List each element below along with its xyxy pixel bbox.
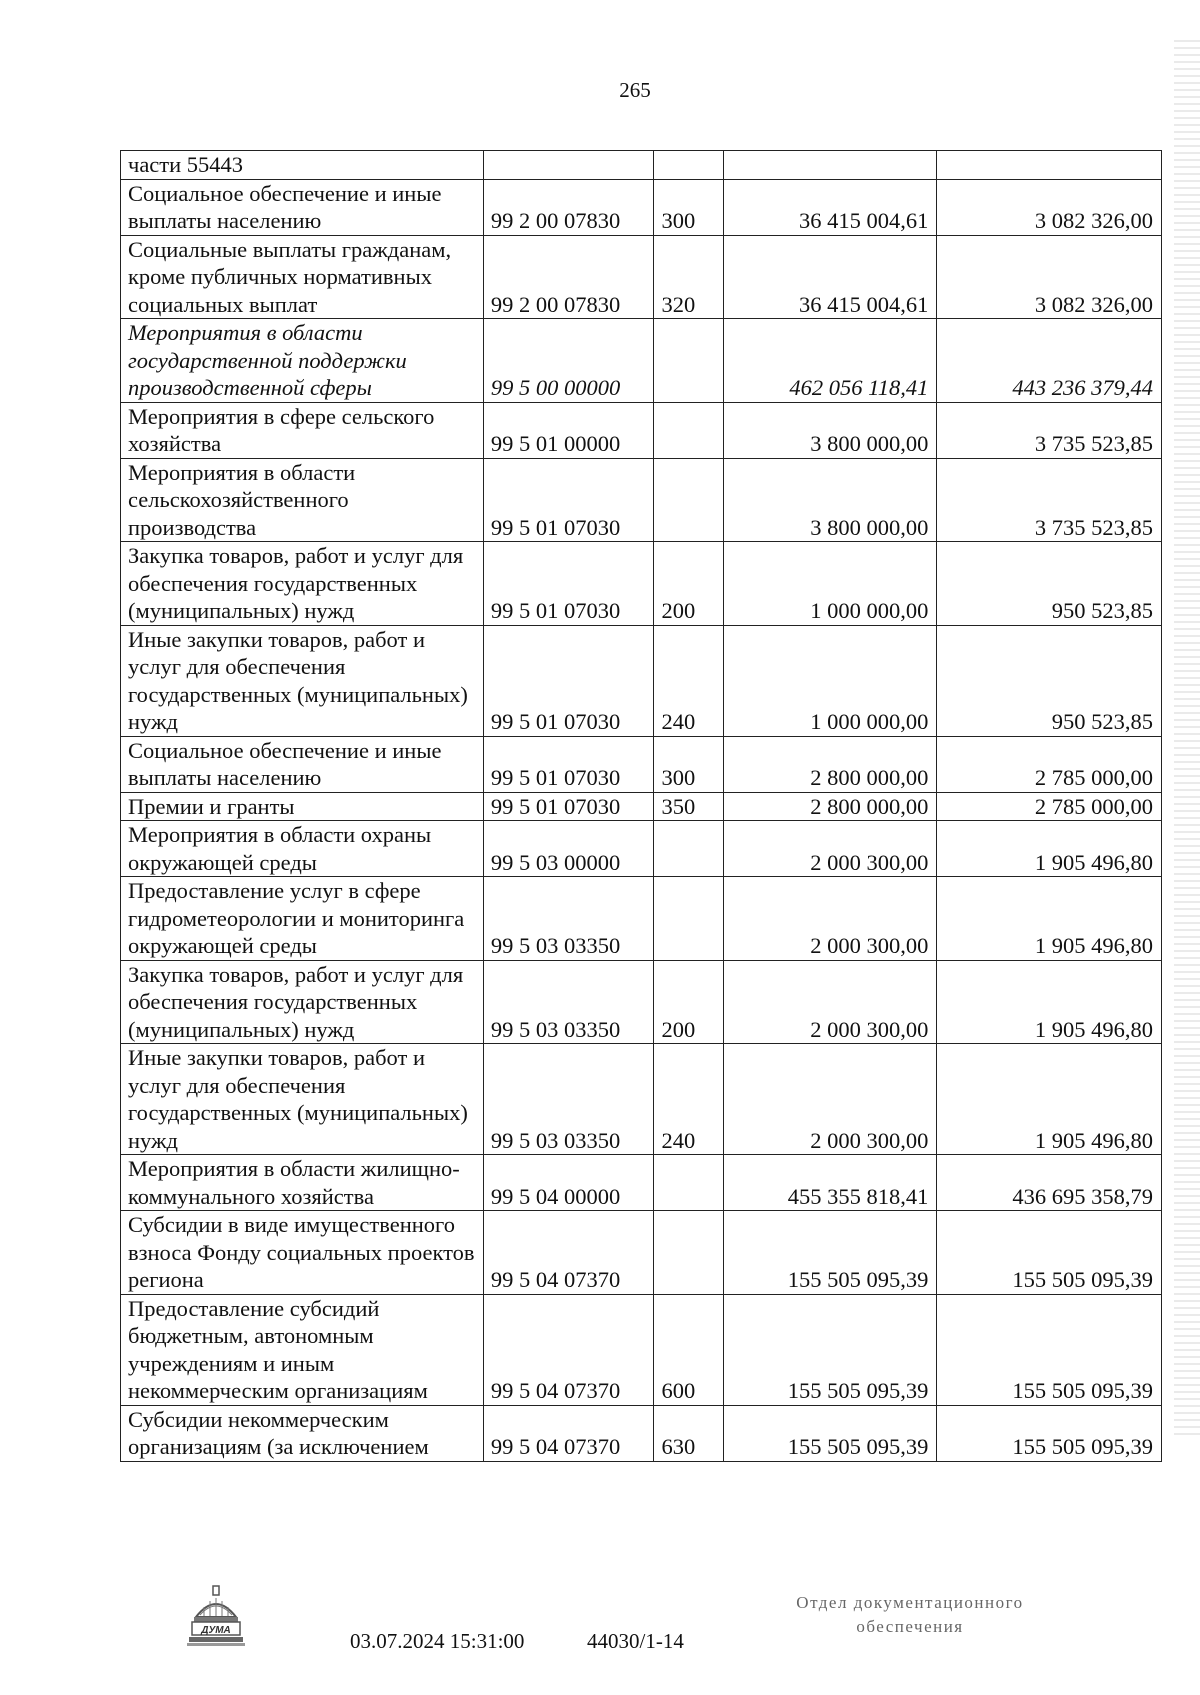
budget-table-body bbox=[121, 151, 1162, 1462]
row-name: части 55443 bbox=[121, 151, 484, 180]
row-name: Субсидии некоммерческим организациям (за исключением bbox=[121, 1405, 484, 1461]
row-name: Социальное обеспечение и иные выплаты населению bbox=[121, 179, 484, 235]
row-name: Закупка товаров, работ и услуг для обеспечения государственных (муниципальных) нужд bbox=[121, 542, 484, 626]
row-expense-type: 300 bbox=[654, 736, 723, 792]
row-sum-approved: 36 415 004,61 bbox=[723, 235, 937, 319]
row-expense-type bbox=[654, 821, 723, 877]
row-sum-executed: 155 505 095,39 bbox=[937, 1294, 1162, 1405]
table-row bbox=[121, 1294, 1162, 1405]
row-code: 99 5 03 00000 bbox=[483, 821, 654, 877]
row-sum-executed: 443 236 379,44 bbox=[937, 319, 1162, 403]
row-sum-executed: 1 905 496,80 bbox=[937, 1044, 1162, 1155]
row-code bbox=[483, 151, 654, 180]
table-row bbox=[121, 821, 1162, 877]
row-name: Социальное обеспечение и иные выплаты населению bbox=[121, 736, 484, 792]
row-expense-type: 600 bbox=[654, 1294, 723, 1405]
row-name: Иные закупки товаров, работ и услуг для обеспечения государственных (муниципальных) нужд bbox=[121, 625, 484, 736]
row-name: Иные закупки товаров, работ и услуг для обеспечения государственных (муниципальных) нужд bbox=[121, 1044, 484, 1155]
row-sum-executed: 2 785 000,00 bbox=[937, 792, 1162, 821]
row-expense-type: 320 bbox=[654, 235, 723, 319]
row-name: Мероприятия в сфере сельского хозяйства bbox=[121, 402, 484, 458]
row-sum-executed: 3 735 523,85 bbox=[937, 458, 1162, 542]
row-sum-executed: 1 905 496,80 bbox=[937, 960, 1162, 1044]
row-sum-executed: 155 505 095,39 bbox=[937, 1405, 1162, 1461]
row-sum-approved: 455 355 818,41 bbox=[723, 1155, 937, 1211]
table-row bbox=[121, 179, 1162, 235]
row-code: 99 2 00 07830 bbox=[483, 235, 654, 319]
row-sum-approved: 2 800 000,00 bbox=[723, 792, 937, 821]
table-row bbox=[121, 960, 1162, 1044]
row-code: 99 5 04 00000 bbox=[483, 1155, 654, 1211]
stamp-line-2: обеспечения bbox=[856, 1617, 964, 1636]
row-code: 99 2 00 07830 bbox=[483, 179, 654, 235]
row-code: 99 5 03 03350 bbox=[483, 877, 654, 961]
row-code: 99 5 03 03350 bbox=[483, 1044, 654, 1155]
row-sum-executed: 155 505 095,39 bbox=[937, 1211, 1162, 1295]
table-row bbox=[121, 402, 1162, 458]
table-row bbox=[121, 1405, 1162, 1461]
row-name: Премии и гранты bbox=[121, 792, 484, 821]
row-name: Мероприятия в области сельскохозяйственного производства bbox=[121, 458, 484, 542]
row-sum-executed bbox=[937, 151, 1162, 180]
row-name: Мероприятия в области жилищно-коммунального хозяйства bbox=[121, 1155, 484, 1211]
row-sum-executed: 1 905 496,80 bbox=[937, 821, 1162, 877]
stamp-line-1: Отдел документационного bbox=[796, 1593, 1024, 1612]
row-sum-executed: 2 785 000,00 bbox=[937, 736, 1162, 792]
scan-edge-marks bbox=[1174, 40, 1200, 1440]
row-code: 99 5 04 07370 bbox=[483, 1405, 654, 1461]
footer-registration-number: 44030/1-14 bbox=[587, 1629, 684, 1653]
row-expense-type bbox=[654, 151, 723, 180]
table-row bbox=[121, 877, 1162, 961]
row-code: 99 5 04 07370 bbox=[483, 1211, 654, 1295]
row-expense-type: 240 bbox=[654, 1044, 723, 1155]
table-row bbox=[121, 736, 1162, 792]
row-sum-approved: 2 800 000,00 bbox=[723, 736, 937, 792]
row-code: 99 5 00 00000 bbox=[483, 319, 654, 403]
row-sum-approved: 3 800 000,00 bbox=[723, 458, 937, 542]
row-sum-approved: 2 000 300,00 bbox=[723, 1044, 937, 1155]
row-sum-executed: 3 082 326,00 bbox=[937, 235, 1162, 319]
row-code: 99 5 01 00000 bbox=[483, 402, 654, 458]
row-expense-type: 300 bbox=[654, 179, 723, 235]
row-sum-approved: 3 800 000,00 bbox=[723, 402, 937, 458]
table-row bbox=[121, 792, 1162, 821]
row-name: Предоставление услуг в сфере гидрометеорологии и мониторинга окружающей среды bbox=[121, 877, 484, 961]
row-expense-type: 630 bbox=[654, 1405, 723, 1461]
table-row bbox=[121, 1211, 1162, 1295]
row-sum-approved: 2 000 300,00 bbox=[723, 877, 937, 961]
row-sum-approved: 155 505 095,39 bbox=[723, 1211, 937, 1295]
row-sum-approved: 36 415 004,61 bbox=[723, 179, 937, 235]
department-stamp bbox=[760, 1591, 1060, 1639]
table-row bbox=[121, 1044, 1162, 1155]
table-row bbox=[121, 458, 1162, 542]
svg-text:ДУМА: ДУМА bbox=[201, 1625, 231, 1636]
budget-table bbox=[120, 150, 1162, 1462]
row-code: 99 5 01 07030 bbox=[483, 625, 654, 736]
row-name: Предоставление субсидий бюджетным, автономным учреждениям и иным некоммерческим организациям bbox=[121, 1294, 484, 1405]
table-row bbox=[121, 625, 1162, 736]
duma-logo-icon bbox=[186, 1585, 246, 1649]
row-sum-executed: 1 905 496,80 bbox=[937, 877, 1162, 961]
row-sum-approved: 155 505 095,39 bbox=[723, 1294, 937, 1405]
row-sum-approved: 2 000 300,00 bbox=[723, 821, 937, 877]
row-code: 99 5 01 07030 bbox=[483, 792, 654, 821]
table-row bbox=[121, 235, 1162, 319]
row-sum-executed: 436 695 358,79 bbox=[937, 1155, 1162, 1211]
row-sum-approved: 2 000 300,00 bbox=[723, 960, 937, 1044]
row-code: 99 5 01 07030 bbox=[483, 542, 654, 626]
row-sum-executed: 950 523,85 bbox=[937, 625, 1162, 736]
row-expense-type bbox=[654, 1211, 723, 1295]
row-expense-type bbox=[654, 319, 723, 403]
row-name: Социальные выплаты гражданам, кроме публичных нормативных социальных выплат bbox=[121, 235, 484, 319]
row-expense-type bbox=[654, 458, 723, 542]
page-footer bbox=[0, 1585, 1200, 1675]
row-expense-type: 240 bbox=[654, 625, 723, 736]
row-expense-type: 350 bbox=[654, 792, 723, 821]
row-sum-approved: 1 000 000,00 bbox=[723, 542, 937, 626]
row-sum-approved: 155 505 095,39 bbox=[723, 1405, 937, 1461]
table-row bbox=[121, 151, 1162, 180]
row-name: Мероприятия в области государственной поддержки производственной сферы bbox=[121, 319, 484, 403]
row-name: Субсидии в виде имущественного взноса Фонду социальных проектов региона bbox=[121, 1211, 484, 1295]
table-row bbox=[121, 1155, 1162, 1211]
row-sum-approved bbox=[723, 151, 937, 180]
row-name: Мероприятия в области охраны окружающей среды bbox=[121, 821, 484, 877]
row-sum-approved: 1 000 000,00 bbox=[723, 625, 937, 736]
row-expense-type: 200 bbox=[654, 542, 723, 626]
row-expense-type bbox=[654, 1155, 723, 1211]
row-expense-type: 200 bbox=[654, 960, 723, 1044]
row-code: 99 5 01 07030 bbox=[483, 736, 654, 792]
page-number: 265 bbox=[619, 78, 651, 102]
row-expense-type bbox=[654, 877, 723, 961]
row-expense-type bbox=[654, 402, 723, 458]
row-sum-executed: 950 523,85 bbox=[937, 542, 1162, 626]
row-sum-approved: 462 056 118,41 bbox=[723, 319, 937, 403]
row-code: 99 5 01 07030 bbox=[483, 458, 654, 542]
row-sum-executed: 3 082 326,00 bbox=[937, 179, 1162, 235]
row-code: 99 5 03 03350 bbox=[483, 960, 654, 1044]
table-row bbox=[121, 542, 1162, 626]
table-row bbox=[121, 319, 1162, 403]
row-code: 99 5 04 07370 bbox=[483, 1294, 654, 1405]
row-name: Закупка товаров, работ и услуг для обеспечения государственных (муниципальных) нужд bbox=[121, 960, 484, 1044]
row-sum-executed: 3 735 523,85 bbox=[937, 402, 1162, 458]
footer-date: 03.07.2024 15:31:00 bbox=[350, 1629, 525, 1653]
